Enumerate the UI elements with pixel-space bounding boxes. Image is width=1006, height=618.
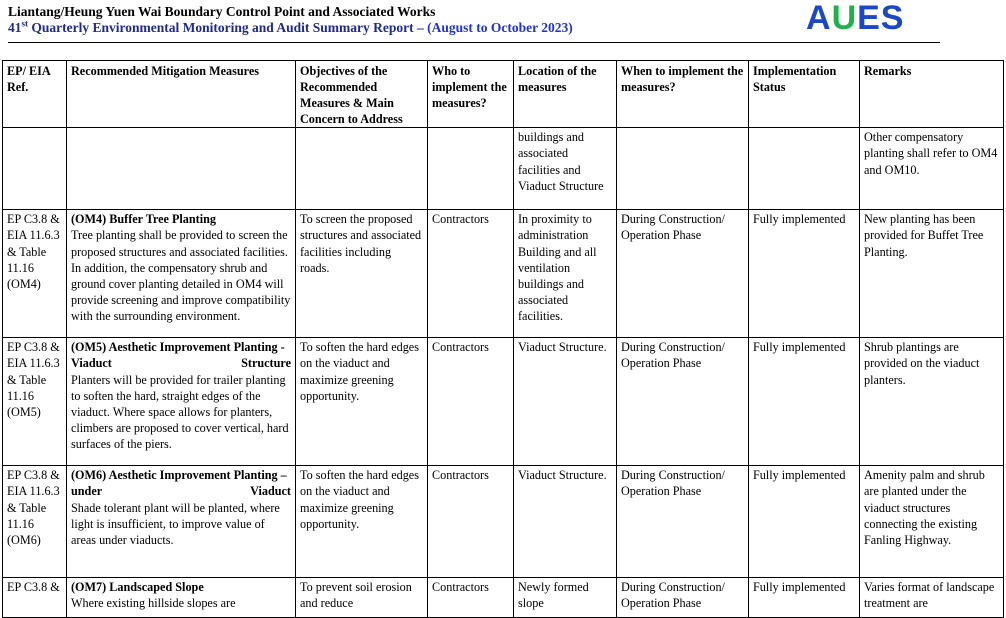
measure-title: (OM4) Buffer Tree Planting (71, 212, 216, 227)
cell-location: Viaduct Structure. (514, 466, 617, 578)
report-subtitle (8, 20, 573, 36)
measure-body: Shade tolerant plant will be planted, where light is insufficient, to improve value of areas under viaducts. (71, 500, 280, 547)
cell-who (428, 128, 514, 210)
cell-status: Fully implemented (749, 338, 860, 466)
cell-objectives (296, 128, 428, 210)
col-header-who: Who to implement the measures? (428, 61, 514, 128)
header-divider (8, 42, 940, 43)
cell-remarks: Other compensatory planting shall refer to OM4 and OM10. (860, 128, 1004, 210)
cell-measure (67, 466, 296, 578)
cell-when (617, 128, 749, 210)
report-number: 41 (8, 20, 22, 35)
cell-status: Fully implemented (749, 466, 860, 578)
cell-who: Contractors (428, 466, 514, 578)
cell-measure (67, 210, 296, 338)
cell-who: Contractors (428, 210, 514, 338)
cell-status (749, 128, 860, 210)
cell-when: During Construction/ Operation Phase (617, 210, 749, 338)
col-header-ref: EP/ EIA Ref. (3, 61, 67, 128)
cell-when: During Construction/ Operation Phase (617, 338, 749, 466)
cell-when: During Construction/ Operation Phase (617, 578, 749, 618)
col-header-when: When to implement the measures? (617, 61, 749, 128)
cell-location: In proximity to administration Building and all ventilation buildings and associated facilities. (514, 210, 617, 338)
cell-status: Fully implemented (749, 578, 860, 618)
col-header-status: Implementation Status (749, 61, 860, 128)
cell-who: Contractors (428, 338, 514, 466)
cell-remarks: New planting has been provided for Buffet Tree Planting. (860, 210, 1004, 338)
cell-remarks: Varies format of landscape treatment are (860, 578, 1004, 618)
cell-location: buildings and associated facilities and Viaduct Structure (514, 128, 617, 210)
cell-who: Contractors (428, 578, 514, 618)
report-title: Quarterly Environmental Monitoring and Audit Summary Report – (28, 20, 428, 35)
cell-measure (67, 128, 296, 210)
measure-title: (OM7) Landscaped Slope (71, 580, 204, 595)
cell-ref: EP C3.8 & EIA 11.6.3 & Table 11.16 (OM6) (3, 466, 67, 578)
cell-remarks: Amenity palm and shrub are planted under the viaduct structures connecting the existing Fanling Highway. (860, 466, 1004, 578)
cell-objectives: To soften the hard edges on the viaduct and maximize greening opportunity. (296, 466, 428, 578)
col-header-measures: Recommended Mitigation Measures (67, 61, 296, 128)
table-row (3, 128, 1004, 210)
report-period: (August to October 2023) (427, 20, 573, 35)
mitigation-measures-table (2, 60, 1004, 618)
measure-body: Tree planting shall be provided to screen the proposed structures and associated facilities. In addition, the compensatory shrub and ground cover planting detailed in OM4 will provide screening and improve compatibility with the surrounding environment. (71, 228, 291, 323)
col-header-location: Location of the measures (514, 61, 617, 128)
table-row (3, 466, 1004, 578)
col-header-remarks: Remarks (860, 61, 1004, 128)
table-row (3, 338, 1004, 466)
cell-objectives: To prevent soil erosion and reduce (296, 578, 428, 618)
cell-status: Fully implemented (749, 210, 860, 338)
cell-ref (3, 128, 67, 210)
measure-body: Where existing hillside slopes are (71, 596, 236, 611)
table-row (3, 578, 1004, 618)
cell-remarks: Shrub plantings are provided on the viaduct planters. (860, 338, 1004, 466)
aues-logo: AUES (806, 0, 905, 37)
measure-body: Planters will be provided for trailer planting to soften the hard, straight edges of the viaduct. Where space allows for planters, climbers are proposed to cover vertical, hard surfaces of the piers. (71, 372, 289, 451)
cell-objectives: To screen the proposed structures and associated facilities including roads. (296, 210, 428, 338)
report-number-suffix: st (21, 18, 28, 29)
col-header-objectives: Objectives of the Recommended Measures & Main Concern to Address (296, 61, 428, 128)
cell-location: Newly formed slope (514, 578, 617, 618)
cell-objectives: To soften the hard edges on the viaduct and maximize greening opportunity. (296, 338, 428, 466)
cell-measure (67, 338, 296, 466)
cell-when: During Construction/ Operation Phase (617, 466, 749, 578)
measure-title: (OM6) Aesthetic Improvement Planting – under Viaduct (71, 468, 291, 499)
measure-title: (OM5) Aesthetic Improvement Planting - Viaduct Structure (71, 340, 291, 371)
cell-location: Viaduct Structure. (514, 338, 617, 466)
cell-measure (67, 578, 296, 618)
table-header-row (3, 61, 1004, 128)
report-project-title: Liantang/Heung Yuen Wai Boundary Control Point and Associated Works (8, 4, 436, 19)
cell-ref: EP C3.8 & EIA 11.6.3 & Table 11.16 (OM4) (3, 210, 67, 338)
cell-ref: EP C3.8 & EIA 11.6.3 & Table 11.16 (OM5) (3, 338, 67, 466)
table-row (3, 210, 1004, 338)
cell-ref: EP C3.8 & (3, 578, 67, 618)
